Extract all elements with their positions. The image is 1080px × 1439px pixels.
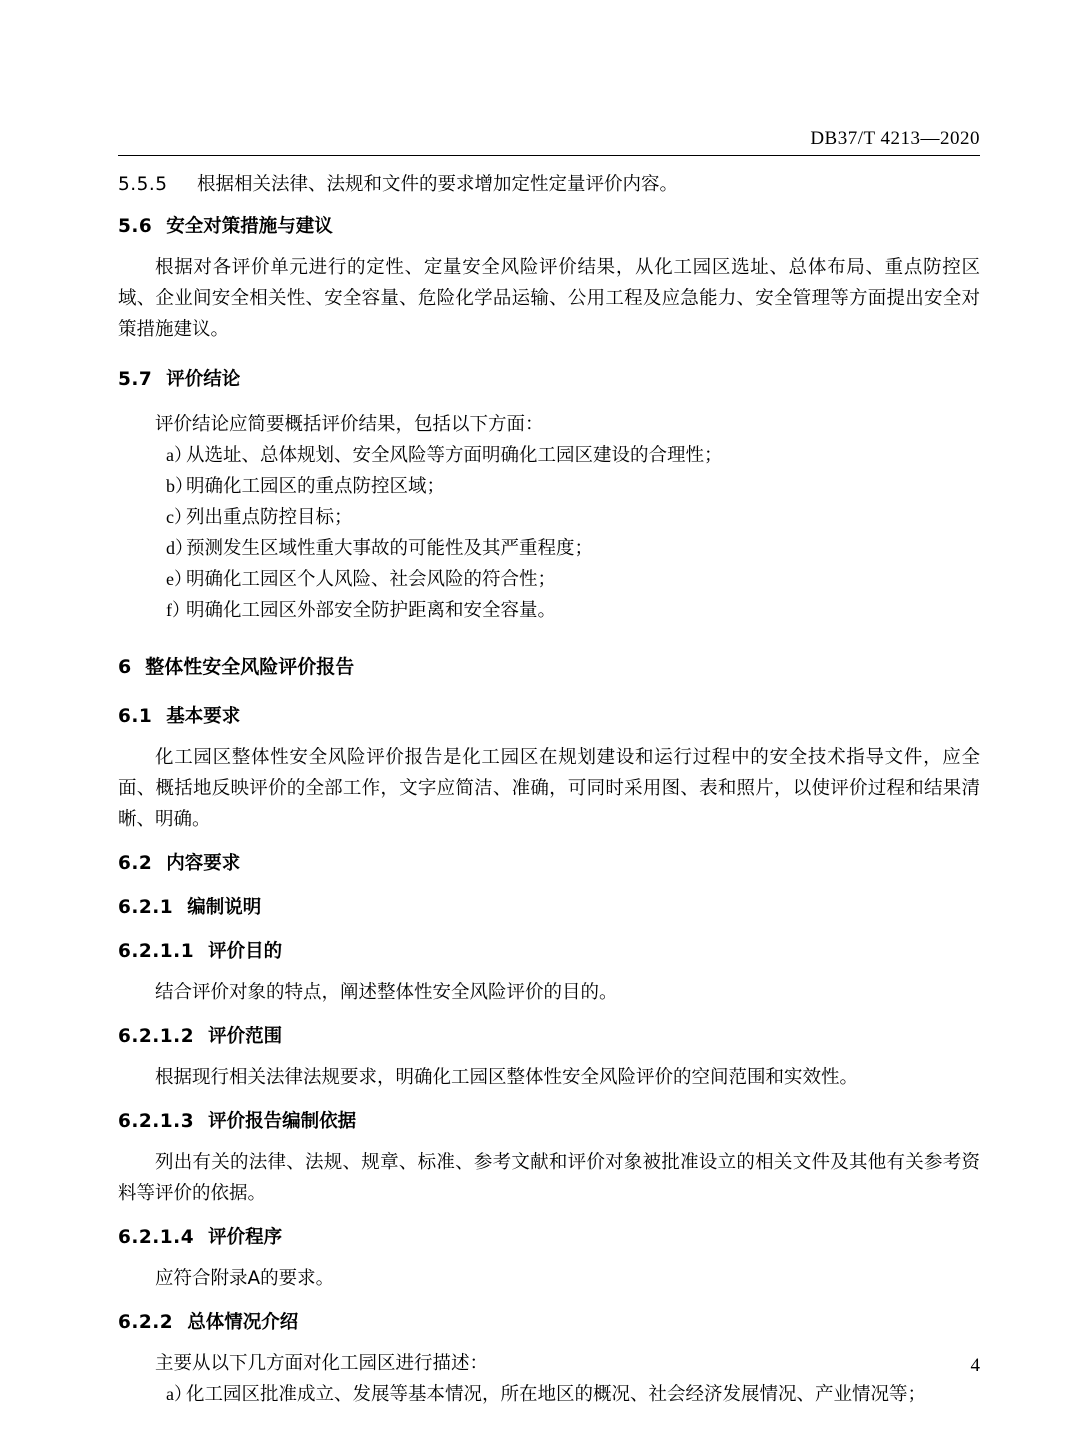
page-number: 4 — [970, 1355, 980, 1376]
list-item-marker: e） — [166, 569, 192, 589]
heading-6-2-1-1 — [118, 937, 980, 967]
page-content — [118, 0, 980, 1439]
heading-6-2-1-4-title: 评价程序 — [208, 1227, 283, 1248]
list-5-7 — [118, 440, 980, 626]
paragraph-6-2-2: 主要从以下几方面对化工园区进行描述： — [155, 1353, 489, 1374]
document-body — [118, 170, 980, 1410]
list-item — [118, 440, 980, 471]
heading-6-2-1-2-index: 6.2.1.2 — [118, 1026, 195, 1047]
heading-6-1-index: 6.1 — [118, 706, 153, 727]
paragraph-6-2-1-2: 根据现行相关法律法规要求，明确化工园区整体性安全风险评价的空间范围和实效性。 — [155, 1067, 859, 1088]
list-item-marker: f） — [166, 600, 190, 620]
heading-5-7-title: 评价结论 — [166, 369, 241, 390]
clause-5-5-5 — [118, 170, 980, 200]
heading-6-2-1-3-title: 评价报告编制依据 — [208, 1111, 357, 1132]
heading-6-2-2 — [118, 1308, 980, 1338]
heading-6-2-title: 内容要求 — [166, 853, 241, 874]
heading-6-2-2-title: 总体情况介绍 — [187, 1312, 299, 1333]
list-item — [118, 564, 980, 595]
heading-5-7 — [118, 365, 980, 395]
list-item — [118, 595, 980, 626]
heading-6-2-1 — [118, 893, 980, 923]
heading-6-2-1-2 — [118, 1022, 980, 1052]
paragraph-6-2-1-1: 结合评价对象的特点，阐述整体性安全风险评价的目的。 — [155, 982, 618, 1003]
paragraph-5-7: 评价结论应简要概括评价结果，包括以下方面： — [155, 414, 544, 435]
heading-6-2-1-3 — [118, 1107, 980, 1137]
list-6-2-2 — [118, 1379, 980, 1410]
list-item — [118, 471, 980, 502]
heading-6-title: 整体性安全风险评价报告 — [145, 656, 355, 678]
list-item — [118, 502, 980, 533]
heading-6-2 — [118, 849, 980, 879]
list-item-label: 列出重点防控目标； — [186, 507, 353, 528]
heading-6-2-1-1-title: 评价目的 — [208, 941, 283, 962]
clause-5-5-5-index: 5.5.5 — [118, 174, 168, 195]
heading-6-2-index: 6.2 — [118, 853, 153, 874]
heading-6-2-2-index: 6.2.2 — [118, 1312, 174, 1333]
list-item-marker: b） — [166, 476, 193, 496]
heading-5-6-title: 安全对策措施与建议 — [166, 216, 333, 237]
clause-5-5-5-text: 根据相关法律、法规和文件的要求增加定性定量评价内容。 — [196, 174, 678, 195]
list-item-label: 从选址、总体规划、安全风险等方面明确化工园区建设的合理性； — [186, 445, 723, 466]
heading-6-2-1-1-index: 6.2.1.1 — [118, 941, 195, 962]
heading-6-index: 6 — [118, 656, 132, 678]
heading-5-7-index: 5.7 — [118, 369, 153, 390]
list-item-marker: d） — [166, 538, 193, 558]
page-header-standard-number: DB37/T 4213—2020 — [810, 128, 980, 149]
header-divider — [118, 155, 980, 156]
list-item-label: 明确化工园区的重点防控区域； — [186, 476, 446, 497]
list-item-marker: a） — [166, 1384, 192, 1404]
list-item — [118, 1379, 980, 1410]
paragraph-6-2-1-3: 列出有关的法律、法规、规章、标准、参考文献和评价对象被批准设立的相关文件及其他有关参考资料等评价的依据。 — [118, 1152, 980, 1204]
heading-6-2-1-2-title: 评价范围 — [208, 1026, 283, 1047]
list-item-label: 化工园区批准成立、发展等基本情况，所在地区的概况、社会经济发展情况、产业情况等； — [186, 1384, 927, 1405]
heading-6-2-1-index: 6.2.1 — [118, 897, 174, 918]
heading-6-2-1-3-index: 6.2.1.3 — [118, 1111, 195, 1132]
heading-5-6-index: 5.6 — [118, 216, 153, 237]
heading-6-1 — [118, 702, 980, 732]
list-item-label: 明确化工园区外部安全防护距离和安全容量。 — [186, 600, 557, 621]
heading-5-6 — [118, 212, 980, 242]
heading-6-2-1-4 — [118, 1223, 980, 1253]
heading-6-2-1-title: 编制说明 — [187, 897, 262, 918]
heading-6-1-title: 基本要求 — [166, 706, 241, 727]
heading-6 — [118, 652, 980, 682]
list-item-marker: a） — [166, 445, 192, 465]
paragraph-6-2-1-4: 应符合附录A的要求。 — [155, 1268, 335, 1289]
list-item-marker: c） — [166, 507, 192, 527]
paragraph-5-6: 根据对各评价单元进行的定性、定量安全风险评价结果，从化工园区选址、总体布局、重点防控区域、企业间安全相关性、安全容量、危险化学品运输、公用工程及应急能力、安全管理等方面提出安全对策措施建议。 — [118, 257, 980, 340]
list-item-label: 明确化工园区个人风险、社会风险的符合性； — [186, 569, 557, 590]
heading-6-2-1-4-index: 6.2.1.4 — [118, 1227, 195, 1248]
list-item — [118, 533, 980, 564]
paragraph-6-1: 化工园区整体性安全风险评价报告是化工园区在规划建设和运行过程中的安全技术指导文件，应全面、概括地反映评价的全部工作，文字应简洁、准确，可同时采用图、表和照片，以使评价过程和结果清晰、明确。 — [118, 747, 980, 830]
list-item-label: 预测发生区域性重大事故的可能性及其严重程度； — [186, 538, 594, 559]
